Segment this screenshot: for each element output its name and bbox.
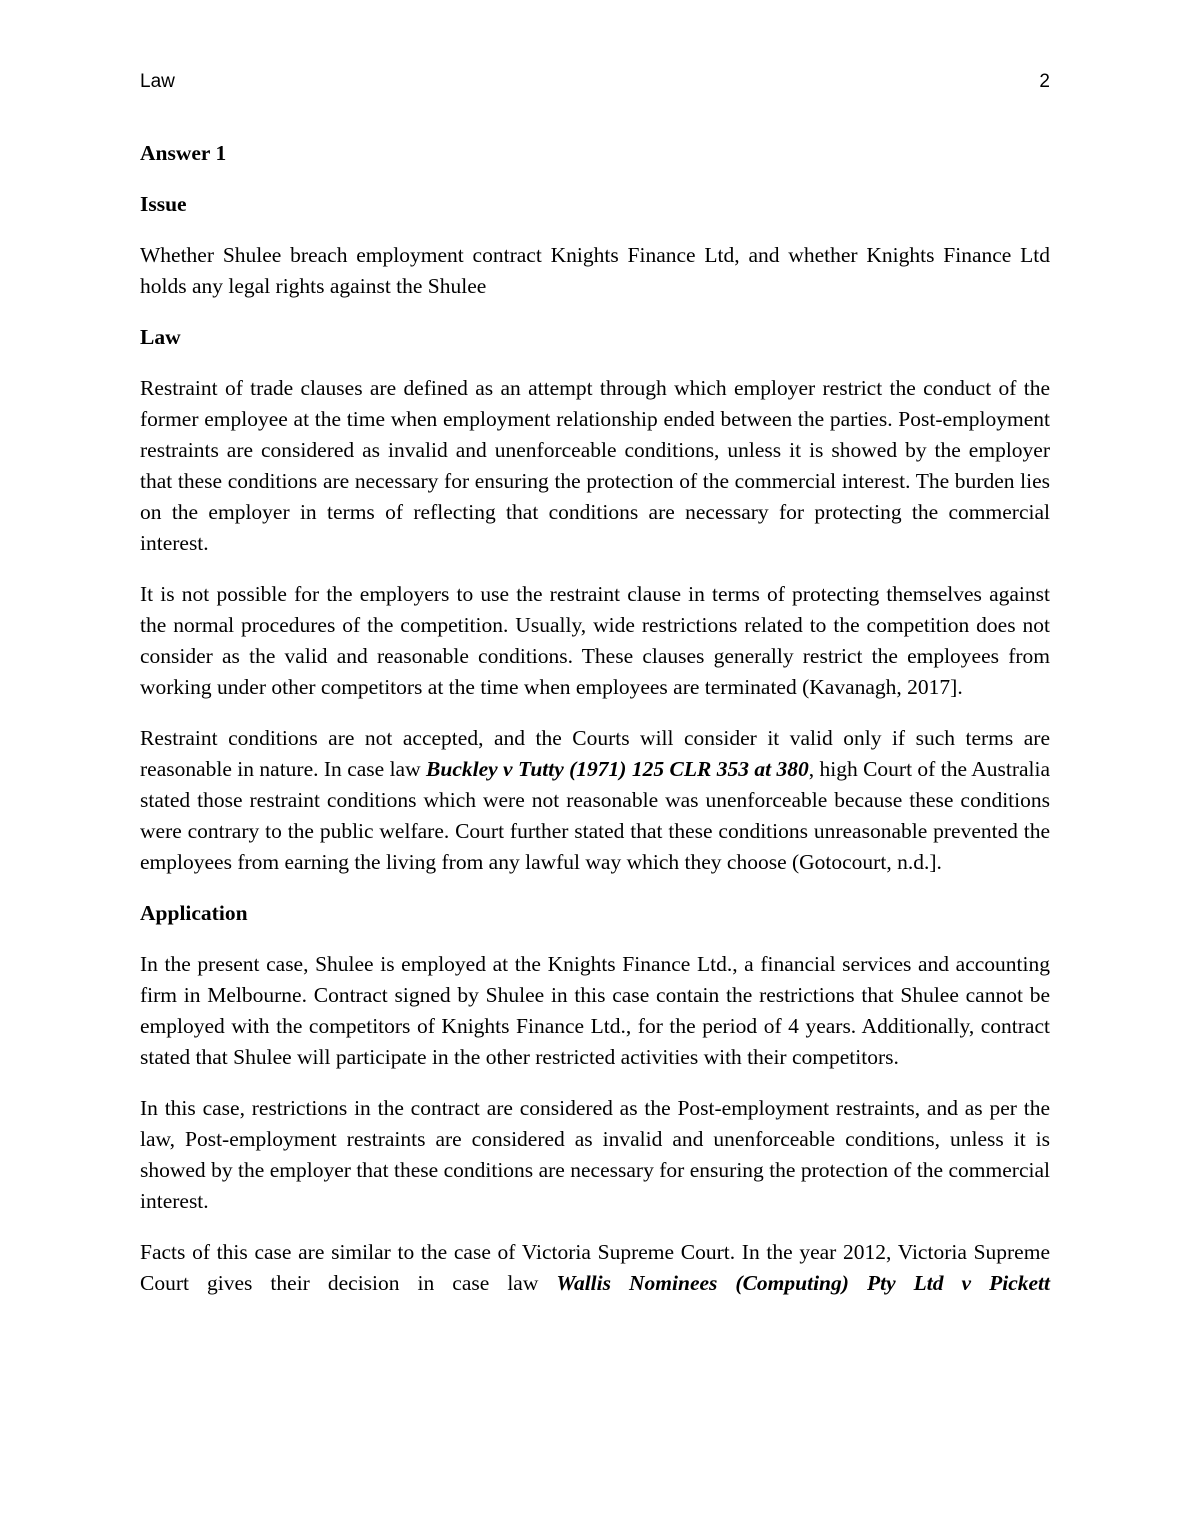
law-paragraph-1: Restraint of trade clauses are defined as an attempt through which employer restrict the conduct of the former employee at the time when employment relationship ended between the parties. Post-employment restraints are considered as invalid and unenforceable conditions, unless it is showed by the employer that these conditions are necessary for ensuring the protection of the commercial interest. The burden lies on the employer in terms of reflecting that conditions are necessary for protecting the commercial interest. (140, 376, 1050, 555)
application-paragraph-3 (140, 1237, 1050, 1299)
case-citation-wallis: Wallis Nominees (Computing) Pty Ltd v Pickett (556, 1271, 1051, 1295)
law-paragraph-3 (140, 723, 1050, 878)
running-title: Law (140, 71, 175, 92)
application-paragraph-1: In the present case, Shulee is employed at the Knights Finance Ltd., a financial services and accounting firm in Melbourne. Contract signed by Shulee in this case contain the restrictions that Shulee cannot be employed with the competitors of Knights Finance Ltd., for the period of 4 years. Additionally, contract stated that Shulee will participate in the other restricted activities with their competitors. (140, 952, 1050, 1069)
answer-heading: Answer 1 (140, 141, 227, 165)
application-heading: Application (140, 901, 248, 925)
page-number: 2 (1039, 71, 1050, 92)
document-body (140, 138, 1050, 1319)
application-paragraph-2: In this case, restrictions in the contract are considered as the Post-employment restraints, and as per the law, Post-employment restraints are considered as invalid and unenforceable conditions, unless it is showed by the employer that these conditions are necessary for ensuring the protection of the commercial interest. (140, 1096, 1050, 1213)
application-paragraph-3-intro: Facts of this case are similar to the case of Victoria Supreme Court. In the year 2012, Victoria Supreme Court gives their decision in case law (140, 1240, 1050, 1295)
case-citation-buckley: Buckley v Tutty (1971) 125 CLR 353 at 380 (426, 757, 809, 781)
law-paragraph-3-intro: Restraint conditions are not accepted, and the Courts will consider it valid only if such terms are reasonable in nature. In case law (140, 726, 1050, 781)
issue-paragraph: Whether Shulee breach employment contract Knights Finance Ltd, and whether Knights Finance Ltd holds any legal rights against the Shulee (140, 243, 1050, 298)
law-heading: Law (140, 325, 181, 349)
issue-heading: Issue (140, 192, 187, 216)
law-paragraph-2: It is not possible for the employers to use the restraint clause in terms of protecting themselves against the normal procedures of the competition. Usually, wide restrictions related to the competition does not consider as the valid and reasonable conditions. These clauses generally restrict the employees from working under other competitors at the time when employees are terminated (Kavanagh, 2017]. (140, 582, 1050, 699)
page-header (140, 71, 1050, 97)
law-paragraph-3-rest: , high Court of the Australia stated those restraint conditions which were not reasonable was unenforceable because these conditions were contrary to the public welfare. Court further stated that these conditions unreasonable prevented the employees from earning the living from any lawful way which they choose (Gotocourt, n.d.]. (140, 757, 1051, 874)
